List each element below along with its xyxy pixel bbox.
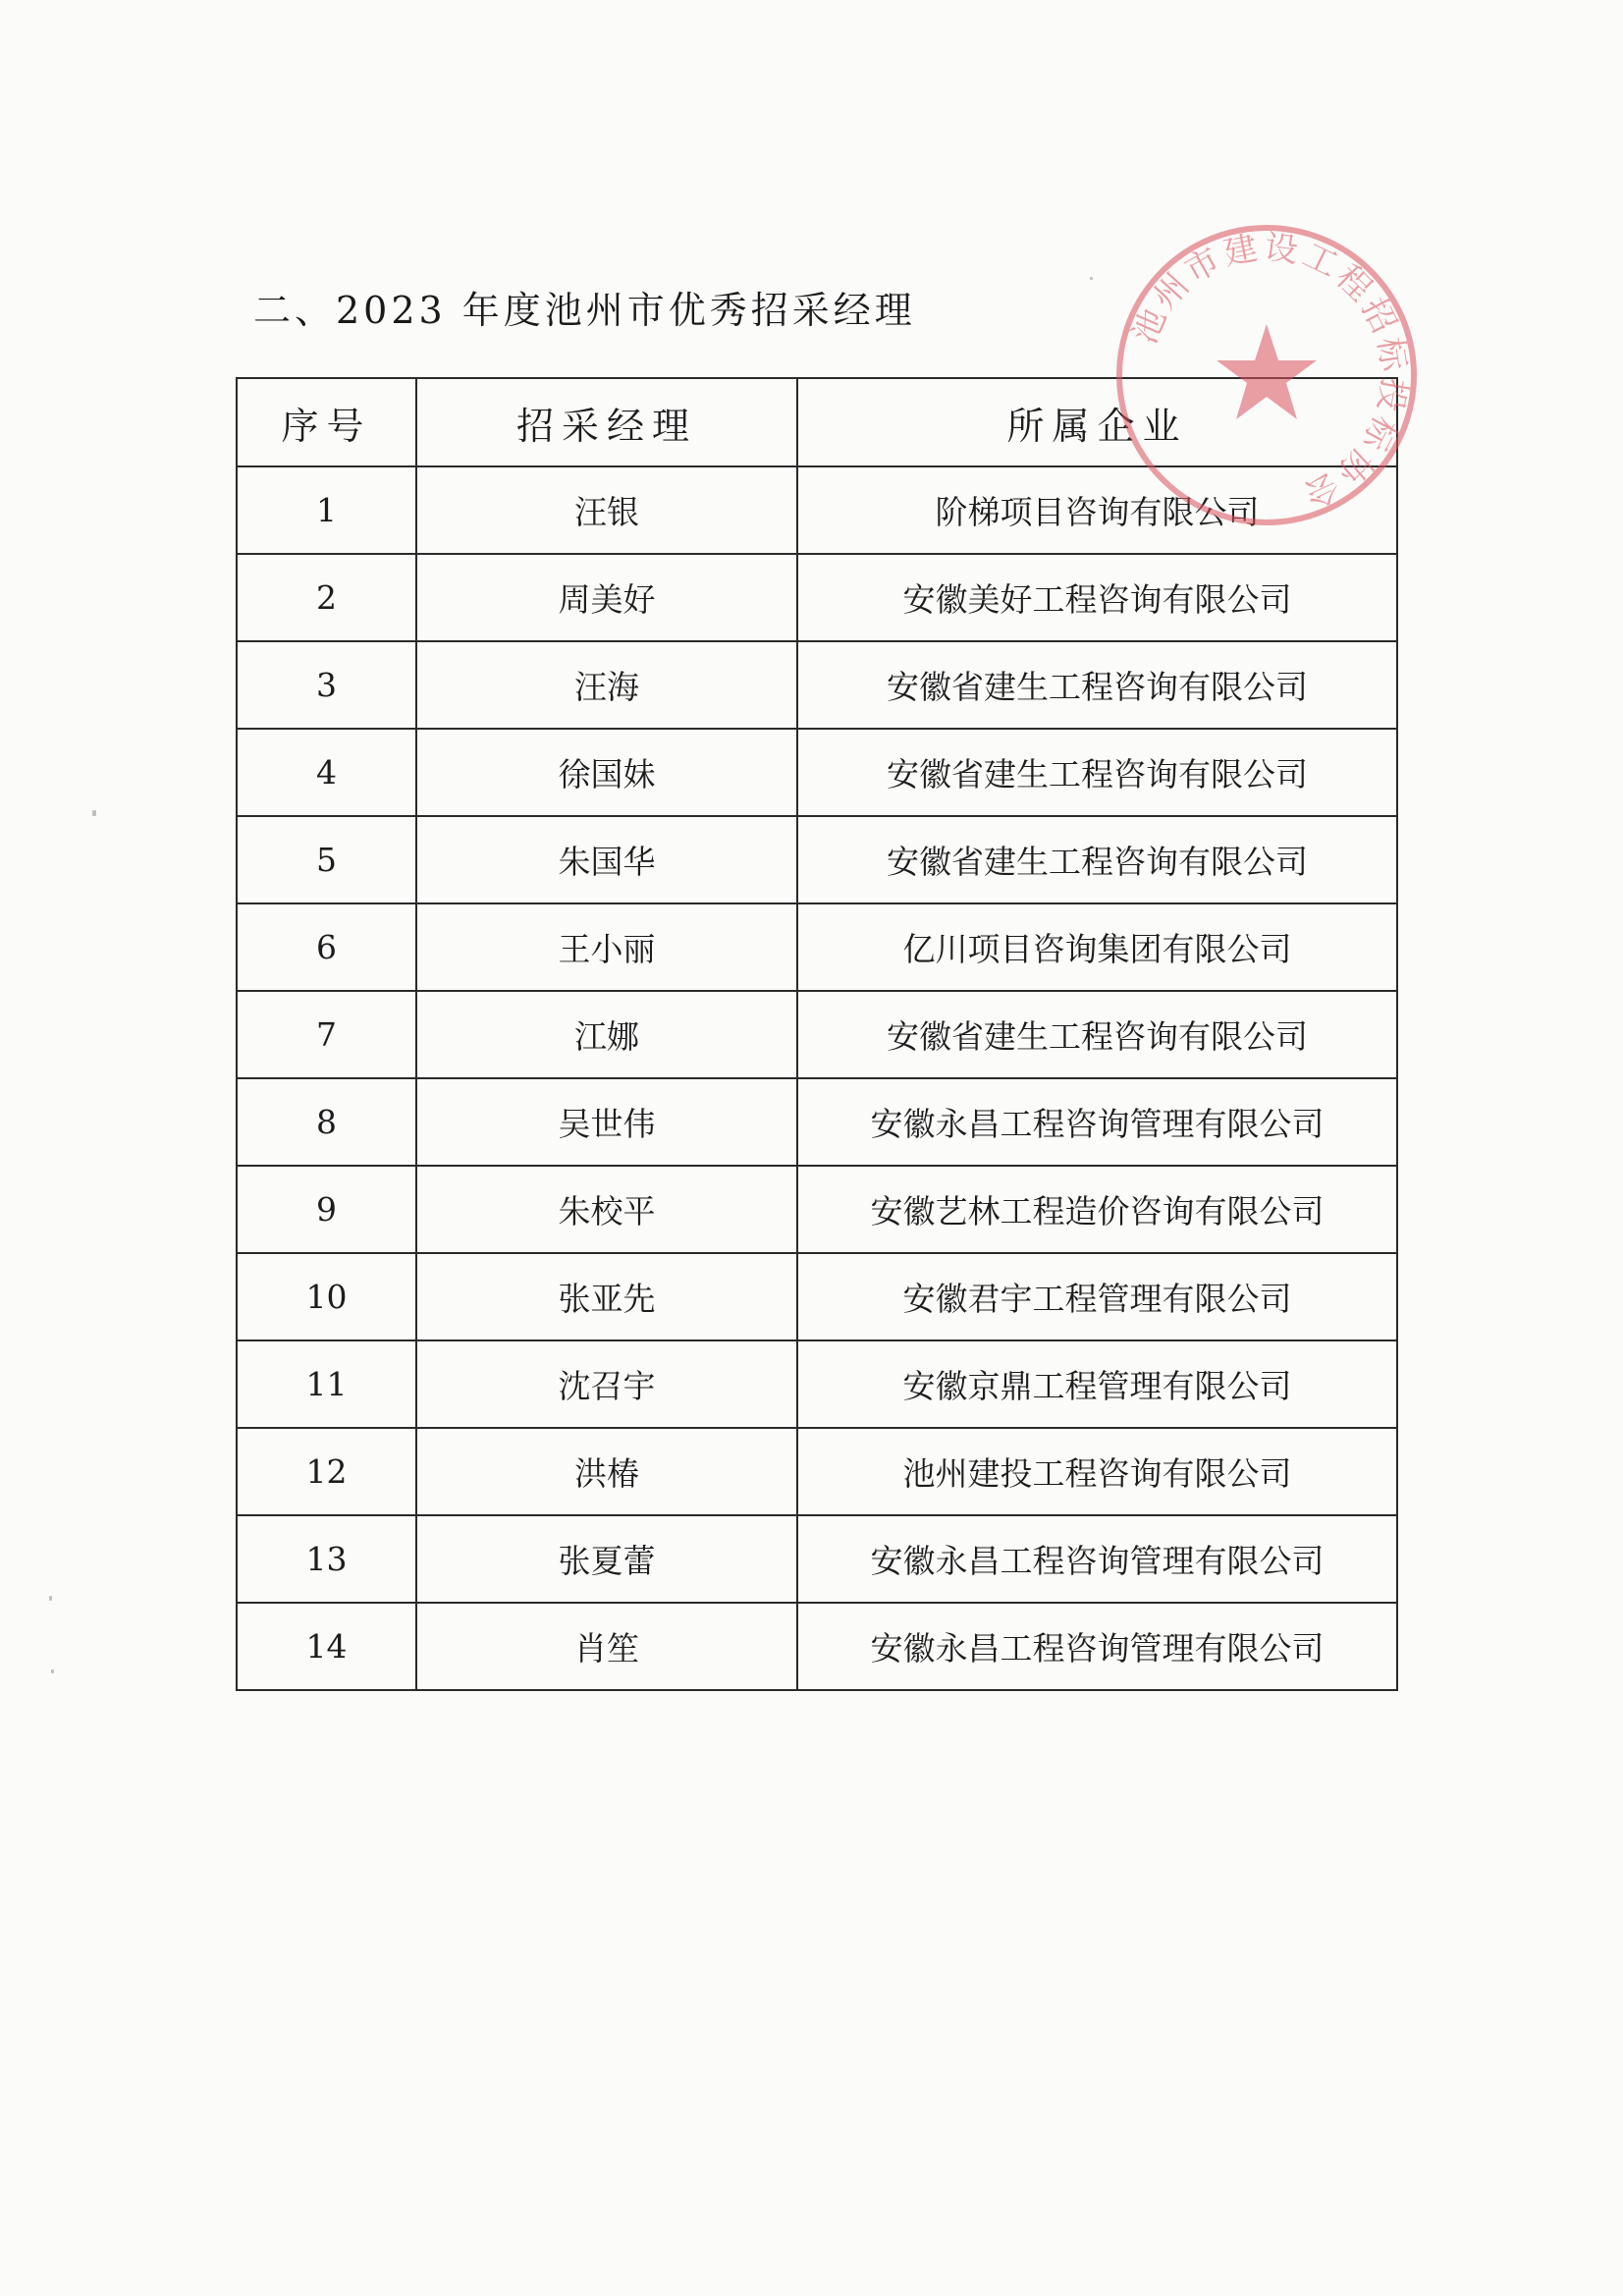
cell-no: 4 [237,729,416,816]
cell-company: 安徽省建生工程咨询有限公司 [797,729,1397,816]
cell-no: 13 [237,1515,416,1603]
cell-company: 安徽艺林工程造价咨询有限公司 [797,1166,1397,1253]
cell-no: 14 [237,1603,416,1690]
cell-manager: 洪椿 [416,1428,797,1515]
scan-speck [1090,277,1093,280]
cell-manager: 汪海 [416,641,797,729]
cell-no: 7 [237,991,416,1078]
table-header-row [237,378,1397,466]
cell-no: 5 [237,816,416,903]
table-row [237,554,1397,641]
table-row [237,1078,1397,1166]
cell-company: 安徽永昌工程咨询管理有限公司 [797,1515,1397,1603]
table-row [237,1166,1397,1253]
scan-speck [92,810,96,816]
table-row [237,729,1397,816]
table-row [237,991,1397,1078]
cell-manager: 吴世伟 [416,1078,797,1166]
cell-no: 11 [237,1340,416,1428]
cell-manager: 江娜 [416,991,797,1078]
header-company: 所属企业 [797,378,1397,466]
cell-no: 1 [237,466,416,554]
cell-no: 3 [237,641,416,729]
table-row [237,1428,1397,1515]
cell-no: 8 [237,1078,416,1166]
cell-company: 阶梯项目咨询有限公司 [797,466,1397,554]
cell-company: 亿川项目咨询集团有限公司 [797,903,1397,991]
cell-company: 安徽永昌工程咨询管理有限公司 [797,1603,1397,1690]
page-title: 二、2023 年度池州市优秀招采经理 [253,289,916,332]
cell-manager: 王小丽 [416,903,797,991]
table-row [237,1340,1397,1428]
cell-manager: 汪银 [416,466,797,554]
cell-no: 9 [237,1166,416,1253]
cell-no: 6 [237,903,416,991]
cell-manager: 肖笙 [416,1603,797,1690]
seal-text-path: 池州市建设工程招标投标协会 [1124,227,1415,517]
table-body [237,466,1397,1690]
cell-manager: 朱校平 [416,1166,797,1253]
cell-no: 10 [237,1253,416,1340]
award-table [236,377,1398,1691]
cell-company: 安徽省建生工程咨询有限公司 [797,641,1397,729]
table-row [237,466,1397,554]
table-row [237,641,1397,729]
cell-manager: 徐国妹 [416,729,797,816]
cell-manager: 周美好 [416,554,797,641]
cell-manager: 朱国华 [416,816,797,903]
cell-company: 安徽省建生工程咨询有限公司 [797,991,1397,1078]
table-row [237,816,1397,903]
cell-no: 2 [237,554,416,641]
scan-speck [51,1669,54,1673]
cell-manager: 沈召宇 [416,1340,797,1428]
cell-company: 安徽美好工程咨询有限公司 [797,554,1397,641]
cell-manager: 张亚先 [416,1253,797,1340]
cell-no: 12 [237,1428,416,1515]
cell-company: 安徽永昌工程咨询管理有限公司 [797,1078,1397,1166]
table-row [237,1515,1397,1603]
cell-company: 安徽省建生工程咨询有限公司 [797,816,1397,903]
cell-company: 安徽君宇工程管理有限公司 [797,1253,1397,1340]
header-manager: 招采经理 [416,378,797,466]
cell-company: 池州建投工程咨询有限公司 [797,1428,1397,1515]
table-row [237,1603,1397,1690]
scan-speck [49,1596,52,1601]
cell-company: 安徽京鼎工程管理有限公司 [797,1340,1397,1428]
cell-manager: 张夏蕾 [416,1515,797,1603]
table-row [237,1253,1397,1340]
table-row [237,903,1397,991]
header-no: 序号 [237,378,416,466]
